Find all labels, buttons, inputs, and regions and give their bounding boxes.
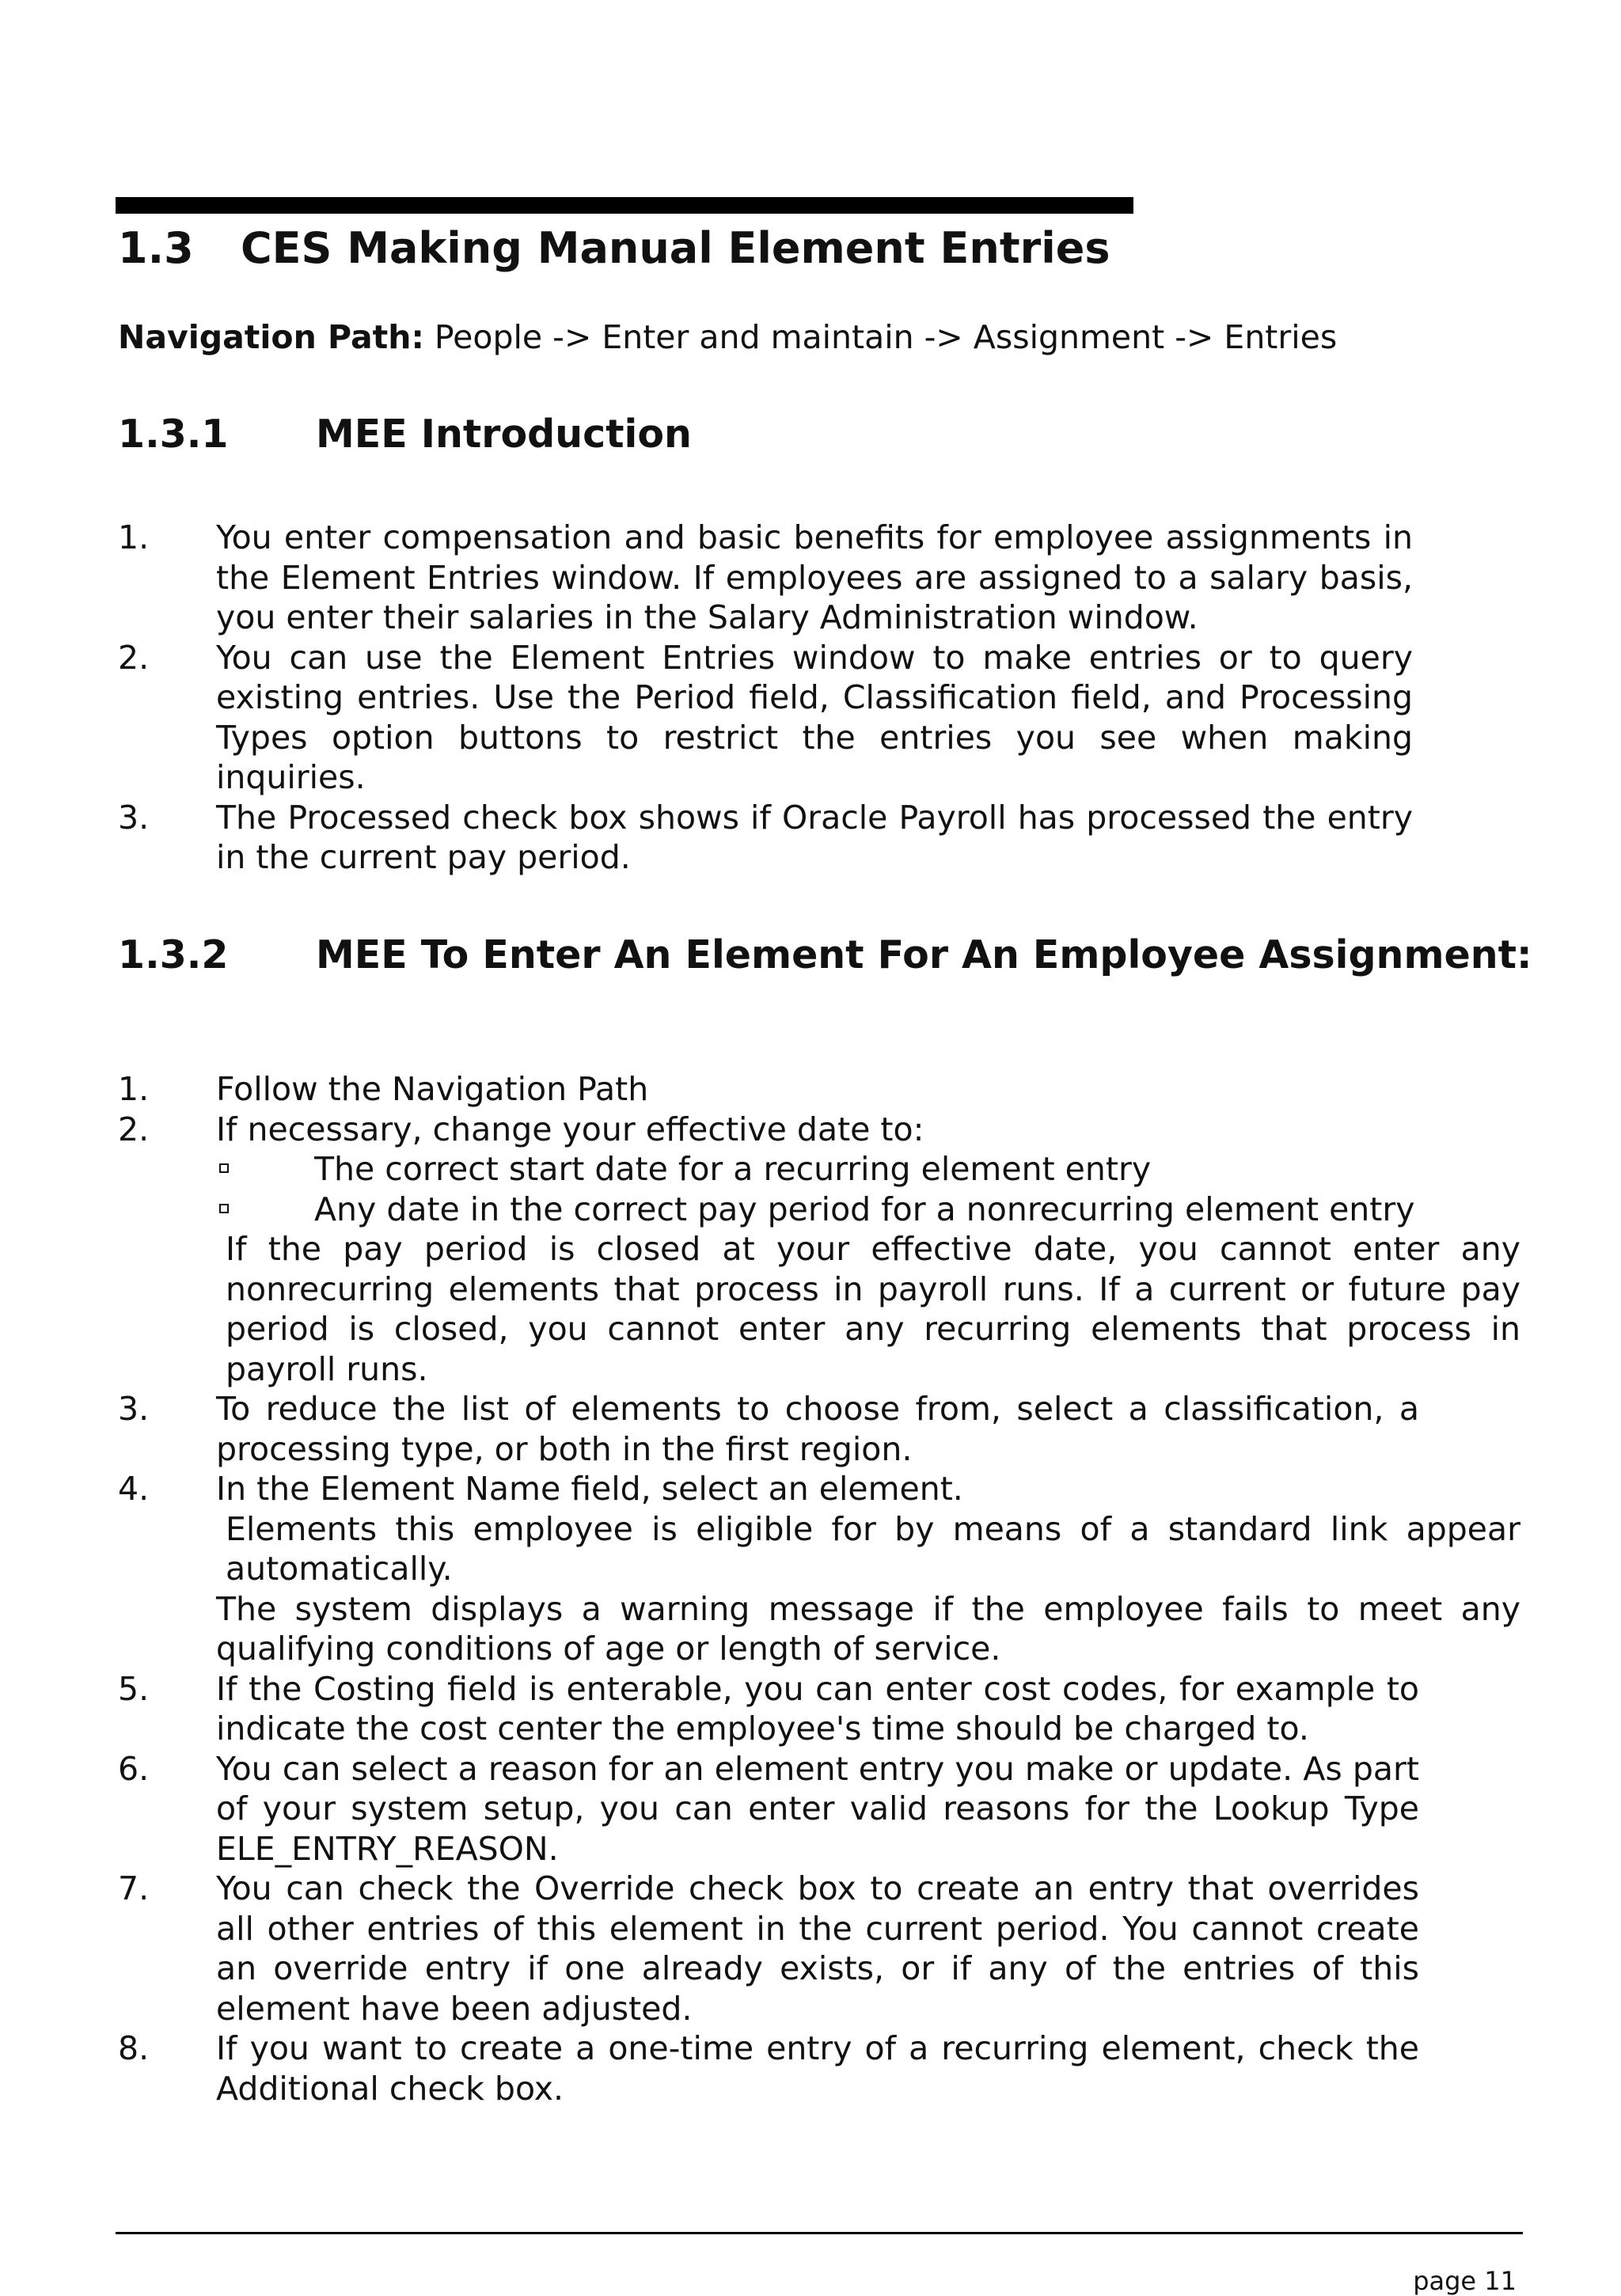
item-note: If the pay period is closed at your effective date, you cannot enter any nonrecurring elements that process in payroll runs. If a current or future pay period is closed, you cannot enter any recurring elements that process in payroll runs. bbox=[226, 1230, 1520, 1388]
list-item-text: To reduce the list of elements to choose from, select a classification, a processing type, or both in the first region. bbox=[216, 1390, 1419, 1468]
list-item-text: You can select a reason for an element entry you make or update. As part of your system setup, you can enter valid reasons for the Lookup Type ELE_ENTRY_REASON. bbox=[216, 1749, 1419, 1868]
list-item bbox=[118, 1069, 1520, 1110]
list-item-text: You can use the Element Entries window to make entries or to query existing entries. Use the Period field, Classification field, and Processing Types option buttons to restrict the entries you see when making inquiries. bbox=[216, 638, 1413, 796]
list-item bbox=[118, 1749, 1520, 1869]
subsection-heading-introduction bbox=[118, 412, 692, 458]
list-item-text: If the Costing field is enterable, you can enter cost codes, for example to indicate the cost center the employee's time should be charged to. bbox=[216, 1669, 1419, 1748]
list-item bbox=[118, 518, 1413, 638]
list-marker: 3. bbox=[118, 1390, 150, 1428]
list-marker: 1. bbox=[118, 1070, 150, 1108]
list-item-text: You can check the Override check box to create an entry that overrides all other entries of this element in the current period. You cannot create an override entry if one already exists, or if any of the entries of this element have been adjusted. bbox=[216, 1869, 1419, 2028]
list-marker: 6. bbox=[118, 1749, 150, 1788]
bullet-item bbox=[216, 1149, 1520, 1190]
section-number: 1.3 bbox=[118, 223, 194, 273]
list-item bbox=[118, 798, 1413, 878]
list-item bbox=[118, 2028, 1520, 2108]
section-title: CES Making Manual Element Entries bbox=[241, 223, 1110, 273]
bullet-list bbox=[216, 1149, 1520, 1229]
list-item-text: In the Element Name field, select an element. bbox=[216, 1470, 963, 1508]
list-item-text: The Processed check box shows if Oracle Payroll has processed the entry in the current pay period. bbox=[216, 798, 1413, 876]
list-item bbox=[118, 1869, 1520, 2028]
item-note: Elements this employee is eligible for by means of a standard link appear automatically. bbox=[226, 1509, 1520, 1588]
page-number: page 11 bbox=[1413, 2266, 1517, 2296]
list-item bbox=[118, 1389, 1520, 1469]
navigation-path bbox=[118, 318, 1337, 357]
list-marker: 3. bbox=[118, 798, 150, 837]
list-marker: 2. bbox=[118, 638, 150, 677]
procedure-list bbox=[118, 1069, 1520, 2108]
list-item bbox=[118, 1669, 1520, 1749]
subsection-title: MEE To Enter An Element For An Employee Assignment: bbox=[316, 932, 1532, 977]
bullet-text: Any date in the correct pay period for a nonrecurring element entry bbox=[314, 1190, 1415, 1228]
top-rule bbox=[116, 197, 1133, 214]
list-item-text: If you want to create a one-time entry of a recurring element, check the Additional check box. bbox=[216, 2029, 1419, 2108]
item-note-warning: The system displays a warning message if the employee fails to meet any qualifying conditions of age or length of service. bbox=[216, 1589, 1520, 1668]
footer-rule bbox=[116, 2232, 1523, 2234]
checkbox-bullet-icon bbox=[219, 1204, 229, 1213]
list-marker: 2. bbox=[118, 1110, 150, 1148]
list-marker: 1. bbox=[118, 518, 150, 556]
list-item bbox=[118, 1469, 1520, 1669]
navigation-path-label: Navigation Path: bbox=[118, 318, 424, 356]
section-heading bbox=[118, 223, 1110, 275]
list-marker: 5. bbox=[118, 1669, 150, 1708]
list-item-text: You enter compensation and basic benefits for employee assignments in the Element Entries window. If employees are assigned to a salary basis, you enter their salaries in the Salary Administration window. bbox=[216, 518, 1413, 636]
introduction-list bbox=[118, 518, 1413, 878]
navigation-path-value: People -> Enter and maintain -> Assignment -> Entries bbox=[434, 318, 1338, 356]
subsection-number: 1.3.1 bbox=[118, 412, 229, 457]
list-marker: 8. bbox=[118, 2029, 150, 2067]
list-item-text: If necessary, change your effective date to: bbox=[216, 1110, 924, 1148]
bullet-item bbox=[216, 1190, 1520, 1230]
subsection-title: MEE Introduction bbox=[316, 412, 692, 457]
checkbox-bullet-icon bbox=[219, 1163, 229, 1173]
list-marker: 7. bbox=[118, 1869, 150, 1907]
list-item-text: Follow the Navigation Path bbox=[216, 1070, 649, 1108]
bullet-text: The correct start date for a recurring element entry bbox=[314, 1150, 1152, 1188]
subsection-number: 1.3.2 bbox=[118, 932, 229, 977]
list-marker: 4. bbox=[118, 1470, 150, 1508]
list-item bbox=[118, 1110, 1520, 1390]
subsection-heading-enter-element bbox=[118, 932, 1532, 979]
list-item bbox=[118, 638, 1413, 798]
